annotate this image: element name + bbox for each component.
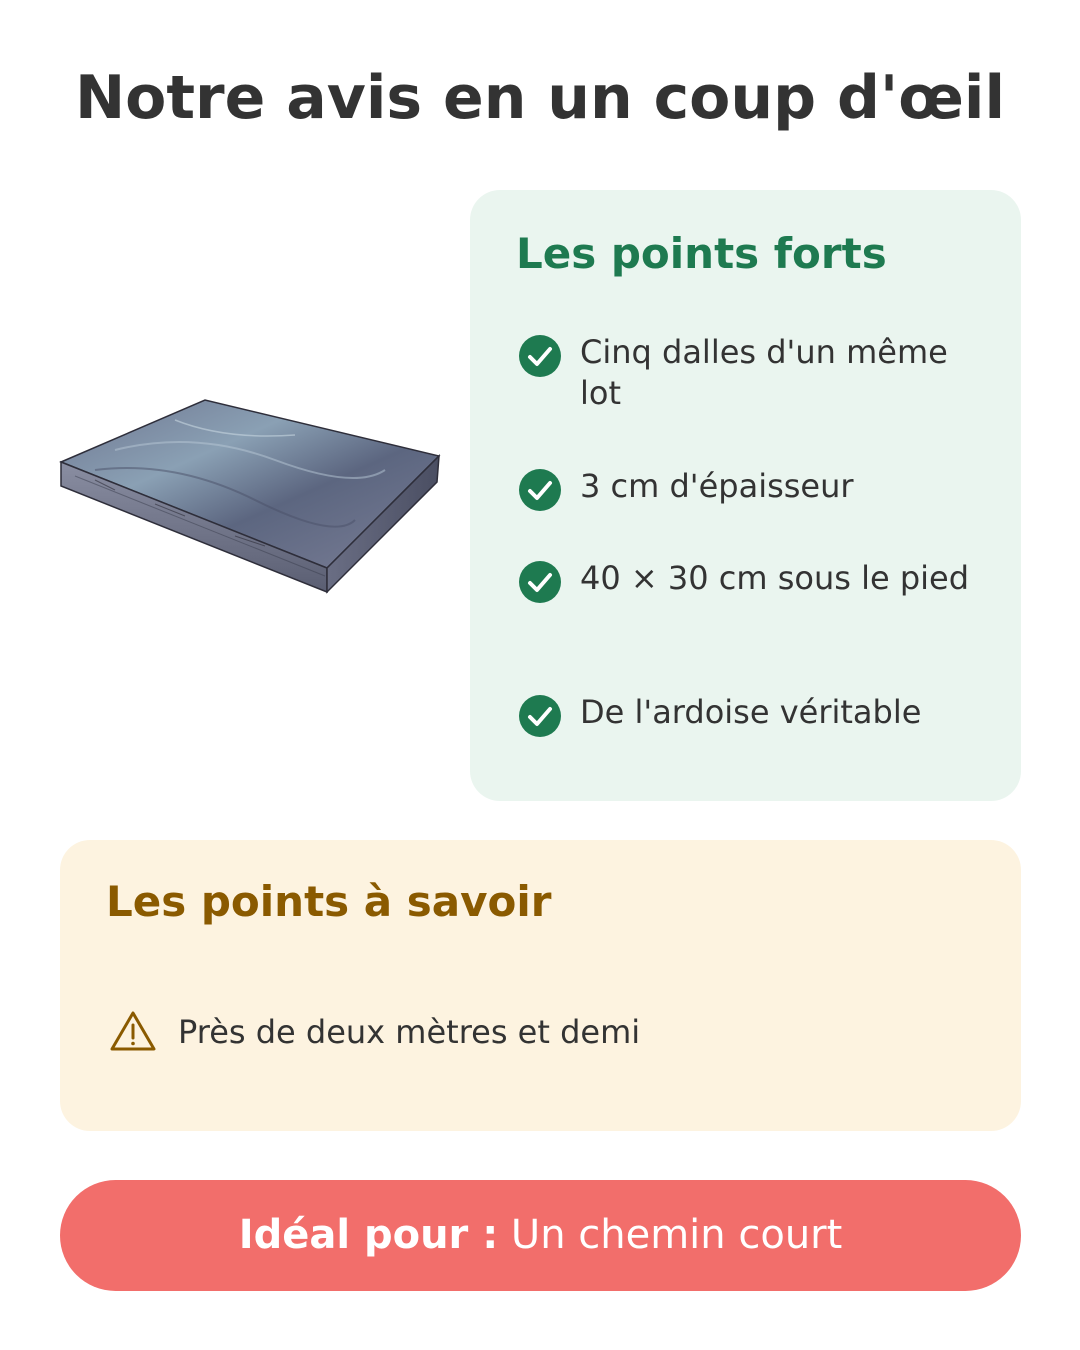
- slate-slab-image: [55, 390, 445, 600]
- check-circle-icon: [518, 468, 562, 512]
- ideal-for-value: Un chemin court: [510, 1212, 843, 1258]
- strength-text: 40 × 30 cm sous le pied: [580, 559, 970, 597]
- page-title: Notre avis en un coup d'œil: [74, 63, 1006, 133]
- strength-text: 3 cm d'épaisseur: [580, 467, 854, 505]
- check-circle-icon: [518, 334, 562, 378]
- caveats-card: [60, 840, 1021, 1131]
- check-circle-icon: [518, 694, 562, 738]
- strengths-card: [470, 190, 1021, 801]
- warning-icon: [110, 1010, 156, 1052]
- strength-text: Cinq dalles d'un même lot: [580, 333, 948, 412]
- check-circle-icon: [518, 560, 562, 604]
- ideal-for-banner: [60, 1180, 1021, 1291]
- ideal-for-label: Idéal pour :: [238, 1212, 499, 1258]
- strengths-title: Les points forts: [516, 229, 887, 278]
- caveats-title: Les points à savoir: [106, 877, 552, 926]
- caveat-text: Près de deux mètres et demi: [178, 1013, 641, 1051]
- strength-text: De l'ardoise véritable: [580, 693, 922, 731]
